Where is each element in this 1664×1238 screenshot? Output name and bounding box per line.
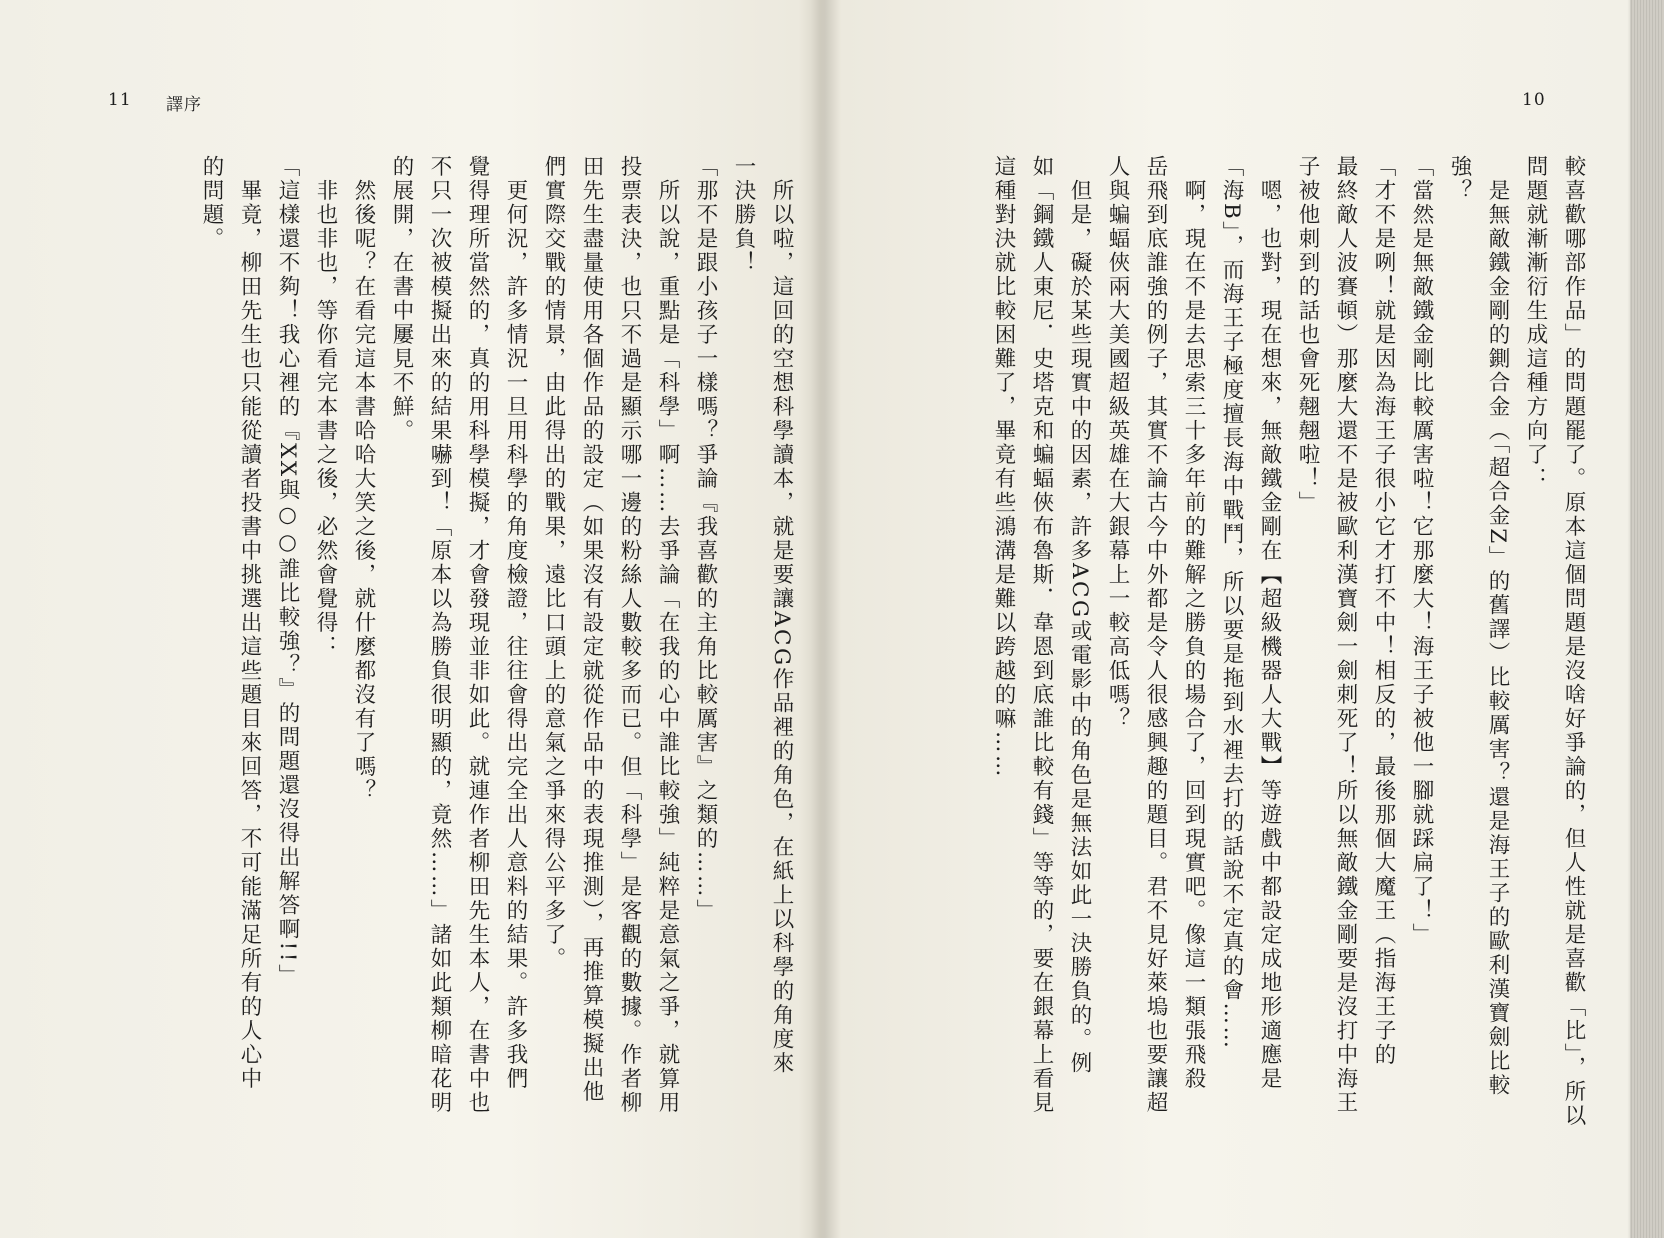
right-page-body [892, 155, 1592, 1129]
text-line: 投票表決，也只不過是顯示哪一邊的粉絲人數較多而已。但「科學」是客觀的數據。作者柳 [617, 155, 642, 1115]
text-line: 問題就漸漸衍生成這種方向了： [1523, 155, 1548, 491]
text-line: 的展開，在書中屢見不鮮。 [389, 155, 414, 443]
left-page [0, 0, 820, 1238]
text-line: 更何況，許多情況一旦用科學的角度檢證，往往會得出完全出人意料的結果。許多我們 [503, 178, 528, 1091]
text-line: 嗯，也對，現在想來，無敵鐵金剛在【超級機器人大戰】等遊戲中都設定成地形適應是 [1257, 178, 1282, 1091]
left-page-body [100, 155, 800, 1115]
text-line: 強？ [1447, 155, 1472, 203]
right-page [832, 0, 1632, 1238]
text-line: 這種對決就比較困難了，畢竟有些鴻溝是難以跨越的嘛…… [991, 155, 1016, 779]
text-line: 子被他刺到的話也會死翹翹啦！」 [1295, 155, 1320, 515]
text-line: 最終敵人波賽頓）那麼大還不是被歐利漢寶劍一劍刺死了！所以無敵鐵金剛要是沒打中海王 [1333, 155, 1358, 1115]
text-line: 較喜歡哪部作品」的問題罷了。原本這個問題是沒啥好爭論的，但人性就是喜歡「比」，所以 [1561, 155, 1586, 1129]
running-header: 譯序 [166, 95, 202, 115]
text-line: 所以說，重點是「科學」啊……去爭論「在我的心中誰比較強」純粹是意氣之爭，就算用 [655, 178, 680, 1115]
text-line: 「才不是咧！就是因為海王子很小它才打不中！相反的，最後那個大魔王（指海王子的 [1371, 155, 1396, 1067]
text-line: 的問題。 [199, 155, 224, 251]
text-line: 不只一次被模擬出來的結果嚇到！「原本以為勝負很明顯的，竟然……」諸如此類柳暗花明 [427, 155, 452, 1115]
text-line: 但是，礙於某些現實中的因素，許多ACG或電影中的角色是無法如此一決勝負的。例 [1067, 178, 1092, 1076]
page-number-right: 10 [1522, 90, 1546, 110]
page-edges [1630, 0, 1664, 1238]
text-line: 非也非也，等你看完本書之後，必然會覺得： [313, 178, 338, 659]
text-line: 岳飛到底誰強的例子，其實不論古今中外都是令人很感興趣的題目。君不見好萊塢也要讓超 [1143, 155, 1168, 1115]
text-line: 然後呢？在看完這本書哈哈大笑之後，就什麼都沒有了嗎？ [351, 178, 376, 803]
text-line: 「那不是跟小孩子一樣嗎？爭論『我喜歡的主角比較厲害』之類的……」 [693, 155, 718, 923]
text-line: 如「鋼鐵人東尼．史塔克和蝙蝠俠布魯斯．韋恩到底誰比較有錢」等等的，要在銀幕上看見 [1029, 155, 1054, 1115]
text-line: 是無敵鐵金剛的鍘合金（「超合金Z」的舊譯）比較厲害？還是海王子的歐利漢寶劍比較 [1485, 178, 1510, 1098]
page-number-left: 11 [108, 90, 132, 110]
text-line: 「這樣還不夠！我心裡的『XX與○○誰比較強？』的問題還沒得出解答啊!!」 [275, 155, 300, 988]
text-line: 人與蝙蝠俠兩大美國超級英雄在大銀幕上一較高低嗎？ [1105, 155, 1130, 731]
book-gutter [810, 0, 840, 1238]
text-line: 覺得理所當然的，真的用科學模擬，才會發現並非如此。就連作者柳田先生本人，在書中也 [465, 155, 490, 1115]
text-line: 畢竟，柳田先生也只能從讀者投書中挑選出這些題目來回答，不可能滿足所有的人心中 [237, 178, 262, 1091]
text-line: 們實際交戰的情景，由此得出的戰果，遠比口頭上的意氣之爭來得公平多了。 [541, 155, 566, 971]
text-line: 一決勝負！ [731, 155, 756, 275]
text-line: 所以啦，這回的空想科學讀本，就是要讓ACG作品裡的角色，在紙上以科學的角度來 [769, 178, 794, 1076]
text-line: 「海B」，而海王子極度擅長海中戰鬥，所以要是拖到水裡去打的話說不定真的會…… [1219, 155, 1244, 1051]
text-line: 啊，現在不是去思索三十多年前的難解之勝負的場合了，回到現實吧。像這一類張飛殺 [1181, 178, 1206, 1091]
text-line: 「當然是無敵鐵金剛比較厲害啦！它那麼大！海王子被他一腳就踩扁了！」 [1409, 155, 1434, 947]
text-line: 田先生盡量使用各個作品的設定（如果沒有設定就從作品中的表現推測），再推算模擬出他 [579, 155, 604, 1105]
